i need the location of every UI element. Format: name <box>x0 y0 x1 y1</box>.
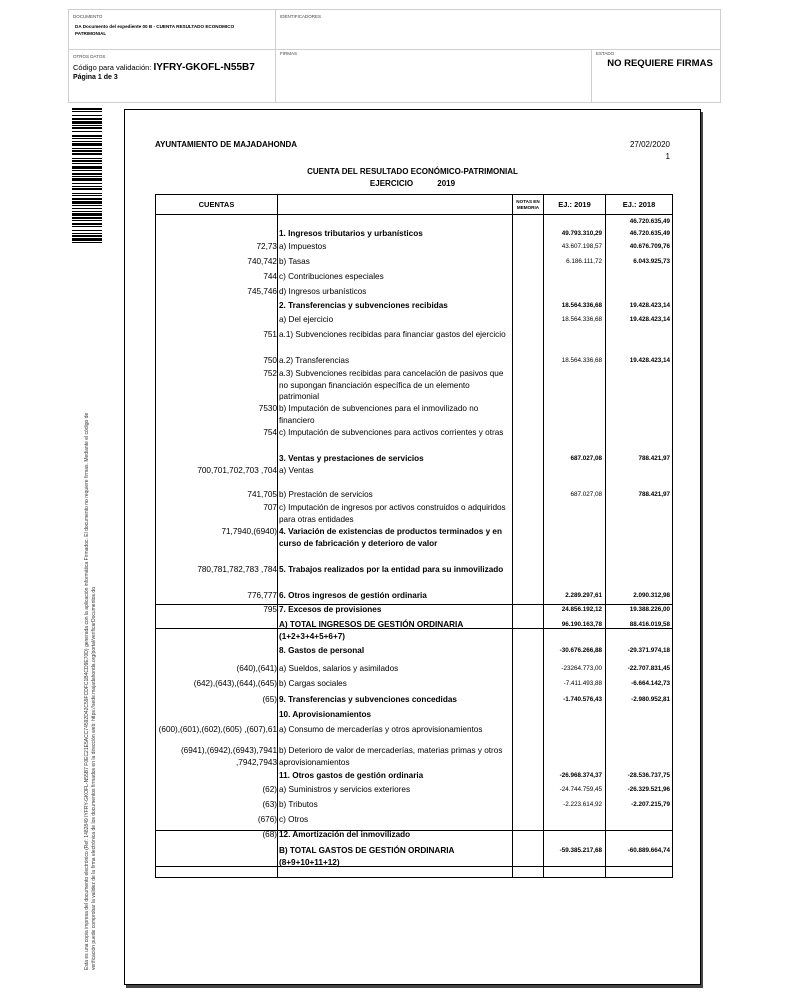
row-divider <box>156 604 672 605</box>
barcode-bar <box>72 127 102 129</box>
row-description: c) Imputación de subvenciones para activos corrientes y otras <box>279 428 504 437</box>
barcode-bar <box>72 163 102 164</box>
value-2018: 19.388.226,00 <box>629 606 670 613</box>
value-2019: -7.411.493,88 <box>563 680 602 687</box>
firmas-label: FIRMAS <box>280 51 298 56</box>
row-description: a) Impuestos <box>279 242 327 251</box>
value-2018: -26.329.521,96 <box>627 786 670 793</box>
account-codes: 754 <box>263 428 277 437</box>
value-2018: -60.889.664,74 <box>627 847 670 854</box>
row-description: c) Otros <box>279 815 309 824</box>
account-codes: 750 <box>263 356 277 365</box>
barcode-bar <box>72 115 102 116</box>
report-subtitle <box>125 179 700 188</box>
account-codes: (676) <box>257 815 277 824</box>
row-description: 10. Aprovisionamientos <box>279 710 372 719</box>
value-2019: 24.856.192,12 <box>561 606 602 613</box>
barcode-bar <box>72 143 102 146</box>
document-header <box>68 9 721 103</box>
row-description: d) Ingresos urbanísticos <box>279 287 367 296</box>
account-codes: (600),(601),(602),(605) ,(607),61 <box>158 725 277 734</box>
value-2019: -1.740.576,43 <box>563 696 602 703</box>
entity-name: AYUNTAMIENTO DE MAJADAHONDA <box>155 140 298 149</box>
identificadores-cell <box>276 10 720 50</box>
col-divider <box>512 195 513 877</box>
barcode-bar <box>72 131 102 132</box>
row-description: a) Del ejercicio <box>279 315 334 324</box>
row-description: c) Contribuciones especiales <box>279 272 384 281</box>
barcode-bar <box>72 150 102 152</box>
row-description: 5. Trabajos realizados por la entidad para su inmovilizado <box>279 565 504 574</box>
account-codes: 776,777 <box>247 591 277 600</box>
account-codes: 795 <box>263 605 277 614</box>
estado-label: ESTADO <box>596 51 615 56</box>
row-divider <box>156 866 672 867</box>
row-description: b) Tasas <box>279 257 310 266</box>
account-codes: 741,705 <box>247 490 277 499</box>
barcode-bar <box>72 235 102 237</box>
firmas-cell <box>276 50 592 102</box>
barcode-bar <box>72 135 102 137</box>
value-2018: 40.676.709,76 <box>629 243 670 250</box>
barcode-bar <box>72 125 102 126</box>
row-description: 6. Otros ingresos de gestión ordinaria <box>279 591 427 600</box>
barcode-bar <box>72 111 102 112</box>
header-ej-2018: EJ.: 2018 <box>622 200 656 209</box>
barcode-bar <box>72 153 102 155</box>
subtitle-year: 2019 <box>437 179 456 188</box>
barcode-bar <box>72 223 102 225</box>
row-description: 4. Variación de existencias de productos terminados y en curso de fabricación y deterioro de valor <box>279 527 502 548</box>
subtitle-label: EJERCICIO <box>369 179 414 188</box>
row-description: A) TOTAL INGRESOS DE GESTIÓN ORDINARIA (1+2+3+4+5+6+7) <box>279 620 463 641</box>
row-description: 7. Excesos de provisiones <box>279 605 382 614</box>
barcode-bar <box>72 193 102 194</box>
row-description: a) Suministros y servicios exteriores <box>279 785 411 794</box>
side-text-line-2: verificación puede comprobar la validez de la firma electrónica de los documentos firmados en la dirección web: https://sede.majadahonda.org/portal/verificarDocumentos.do <box>90 587 97 970</box>
barcode-bar <box>72 217 102 219</box>
barcode-bar <box>72 205 102 206</box>
barcode-bar <box>72 183 102 184</box>
barcode-bar <box>72 108 102 110</box>
account-codes: (62) <box>262 785 277 794</box>
report-date: 27/02/2020 <box>629 140 670 149</box>
barcode-bar <box>72 178 102 181</box>
documento-label: DOCUMENTO <box>73 14 103 19</box>
barcode-bar <box>72 188 102 190</box>
account-codes: 707 <box>263 503 277 512</box>
row-description: 9. Transferencias y subvenciones concedidas <box>279 695 457 704</box>
value-2018: -6.664.142,73 <box>631 680 670 687</box>
account-codes: (68) <box>262 830 277 839</box>
barcode-bar <box>72 173 102 175</box>
barcode-bar <box>72 121 102 124</box>
report-title: CUENTA DEL RESULTADO ECONÓMICO-PATRIMONIAL <box>307 167 518 176</box>
account-codes: 72,73 <box>256 242 277 251</box>
value-2018: -28.536.737,75 <box>627 772 670 779</box>
row-description: 3. Ventas y prestaciones de servicios <box>279 454 424 463</box>
col-divider <box>543 195 544 877</box>
barcode-bar <box>72 242 102 243</box>
account-codes: 780,781,782,783 ,784 <box>197 565 277 574</box>
barcode-bar <box>72 201 102 204</box>
value-2019: -23264.773,00 <box>561 665 602 672</box>
barcode-bar <box>72 186 102 187</box>
row-description: a.3) Subvenciones recibidas para cancelación de pasivos que no supongan financiación específica de un elemento patrimonial <box>279 369 504 401</box>
account-codes: 744 <box>263 272 277 281</box>
barcode-bar <box>72 141 102 142</box>
row-description: a.2) Transferencias <box>279 356 350 365</box>
page-indicator: Página 1 de 3 <box>73 74 118 81</box>
barcode-image <box>72 108 102 283</box>
value-2019: 687.027,08 <box>570 491 602 498</box>
account-codes: (6941),(6942),(6943),7941 ,7942,7943 <box>180 746 277 767</box>
account-codes: 752 <box>263 369 277 378</box>
value-2018: -29.371.974,18 <box>627 647 670 654</box>
value-2019: 18.564.336,68 <box>561 316 602 323</box>
value-2019: 18.564.336,68 <box>561 302 602 309</box>
barcode-bar <box>72 158 102 159</box>
account-codes: 751 <box>263 330 277 339</box>
value-2019: -2.223.614,92 <box>563 801 602 808</box>
row-description: 11. Otros gastos de gestión ordinaria <box>279 771 424 780</box>
row-description: 12. Amortización del inmovilizado <box>279 830 411 839</box>
barcode-bar <box>72 138 102 139</box>
barcode-bar <box>72 208 102 209</box>
header-ej-2019: EJ.: 2019 <box>558 200 591 209</box>
row-divider <box>156 830 672 831</box>
barcode-bar <box>72 220 102 221</box>
barcode-bar <box>72 166 102 169</box>
value-2018: 2.090.312,98 <box>633 592 670 599</box>
barcode-bar <box>72 238 102 241</box>
value-2018: 6.043.925,73 <box>633 258 670 265</box>
status-value: NO REQUIERE FIRMAS <box>607 58 713 69</box>
value-2019: 18.564.336,68 <box>561 357 602 364</box>
value-2018: -2.207.215,79 <box>631 801 670 808</box>
barcode-bar <box>72 160 102 162</box>
document-page <box>124 109 701 985</box>
side-verification-text <box>84 290 97 970</box>
barcode-bar <box>72 195 102 196</box>
documento-value: DA Documento del expediente 00 B - CUENTA RESULTADO ECONOMICO PATRIMONIAL <box>75 24 235 36</box>
barcode-bar <box>72 170 102 171</box>
value-2018: 19.428.423,14 <box>629 316 670 323</box>
value-2019: -30.676.266,88 <box>559 647 602 654</box>
header-notas: NOTAS EN MEMORIA <box>516 199 540 210</box>
validation-code-value: IYFRY-GKOFL-N55B7 <box>153 62 255 73</box>
value-2019: 6.186.111,72 <box>566 258 602 265</box>
row-description: 8. Gastos de personal <box>279 646 365 655</box>
account-codes: 740,742 <box>247 257 277 266</box>
row-description: b) Deterioro de valor de mercaderías, materias primas y otros aprovisionamientos <box>279 746 503 767</box>
page-number: 1 <box>665 152 670 161</box>
side-text-line-1: Esta es una copia impresa del documento electrónico (Ref: 1482849 IYFRY-GKOFL-N55B7 F0EC21E5ACC74592D42C59FCDFC1B4CD9E70D) generada con la aplicación informática Firmadoc. El documento no requiere firmas. Mediante el código de <box>84 412 90 970</box>
account-codes: 7530 <box>258 404 277 413</box>
account-codes: 745,746 <box>247 287 277 296</box>
row-description: c) Imputación de ingresos por activos construidos o adquiridos para otras entidades <box>279 503 506 524</box>
validation-code-prefix: Código para validación: <box>73 63 152 72</box>
value-2018: 788.421,97 <box>638 491 670 498</box>
col-divider <box>277 195 278 877</box>
documento-cell <box>69 10 276 50</box>
row-description: b) Tributos <box>279 800 318 809</box>
validation-code <box>73 62 255 73</box>
value-2018: 46.720.635,49 <box>629 230 670 237</box>
value-2018: -2.980.952,81 <box>631 696 670 703</box>
account-codes: 71,7940,(6940) <box>221 527 277 536</box>
account-codes: (65) <box>262 695 277 704</box>
value-2019: -26.968.374,37 <box>559 772 602 779</box>
value-2018: 88.416.019,58 <box>629 621 670 628</box>
barcode-bar <box>72 118 102 120</box>
value-2019: 687.027,08 <box>570 455 602 462</box>
col-divider <box>605 195 606 877</box>
value-2019: 96.190.163,78 <box>561 621 602 628</box>
header-divider <box>156 214 672 215</box>
account-codes: (640),(641) <box>236 664 277 673</box>
value-2019: 43.607.198,57 <box>561 243 602 250</box>
otros-datos-label: OTROS DATOS <box>73 54 106 59</box>
value-2019: 49.793.310,29 <box>561 230 602 237</box>
barcode-bar <box>72 213 102 216</box>
row-description: a) Ventas <box>279 466 314 475</box>
value-2018: 19.428.423,14 <box>629 302 670 309</box>
value-2018: 788.421,97 <box>638 455 670 462</box>
account-codes: (642),(643),(644),(645) <box>193 679 277 688</box>
value-2019: -24.744.759,45 <box>559 786 602 793</box>
row-description: a) Consumo de mercaderías y otros aprovisionamientos <box>279 725 483 734</box>
row-description: a) Sueldos, salarios y asimilados <box>279 664 399 673</box>
results-table <box>155 194 673 878</box>
row-description: 1. Ingresos tributarios y urbanísticos <box>279 229 423 238</box>
barcode-bar <box>72 233 102 234</box>
account-codes: (63) <box>262 800 277 809</box>
barcode-bar <box>72 198 102 200</box>
row-description: b) Cargas sociales <box>279 679 347 688</box>
value-2018: 46.720.635,49 <box>629 218 670 225</box>
account-codes: 700,701,702,703 ,704 <box>197 466 277 475</box>
row-description: b) Imputación de subvenciones para el inmovilizado no financiero <box>279 404 479 425</box>
row-divider <box>156 628 672 629</box>
value-2019: -59.385.217,68 <box>559 847 602 854</box>
barcode-bar <box>72 211 102 212</box>
row-description: B) TOTAL GASTOS DE GESTIÓN ORDINARIA (8+9+10+11+12) <box>279 846 455 867</box>
barcode-bar <box>72 148 102 149</box>
barcode-bar <box>72 230 102 231</box>
barcode-bar <box>72 176 102 177</box>
value-2019: 2.289.297,61 <box>565 592 602 599</box>
value-2018: -22.707.831,45 <box>627 665 670 672</box>
row-description: b) Prestación de servicios <box>279 490 373 499</box>
row-description: 2. Transferencias y subvenciones recibidas <box>279 301 448 310</box>
value-2018: 19.428.423,14 <box>629 357 670 364</box>
header-cuentas: CUENTAS <box>198 200 235 209</box>
identificadores-label: IDENTIFICADORES <box>280 14 322 19</box>
row-description: a.1) Subvenciones recibidas para financiar gastos del ejercicio <box>279 330 506 339</box>
barcode-bar <box>72 226 102 227</box>
